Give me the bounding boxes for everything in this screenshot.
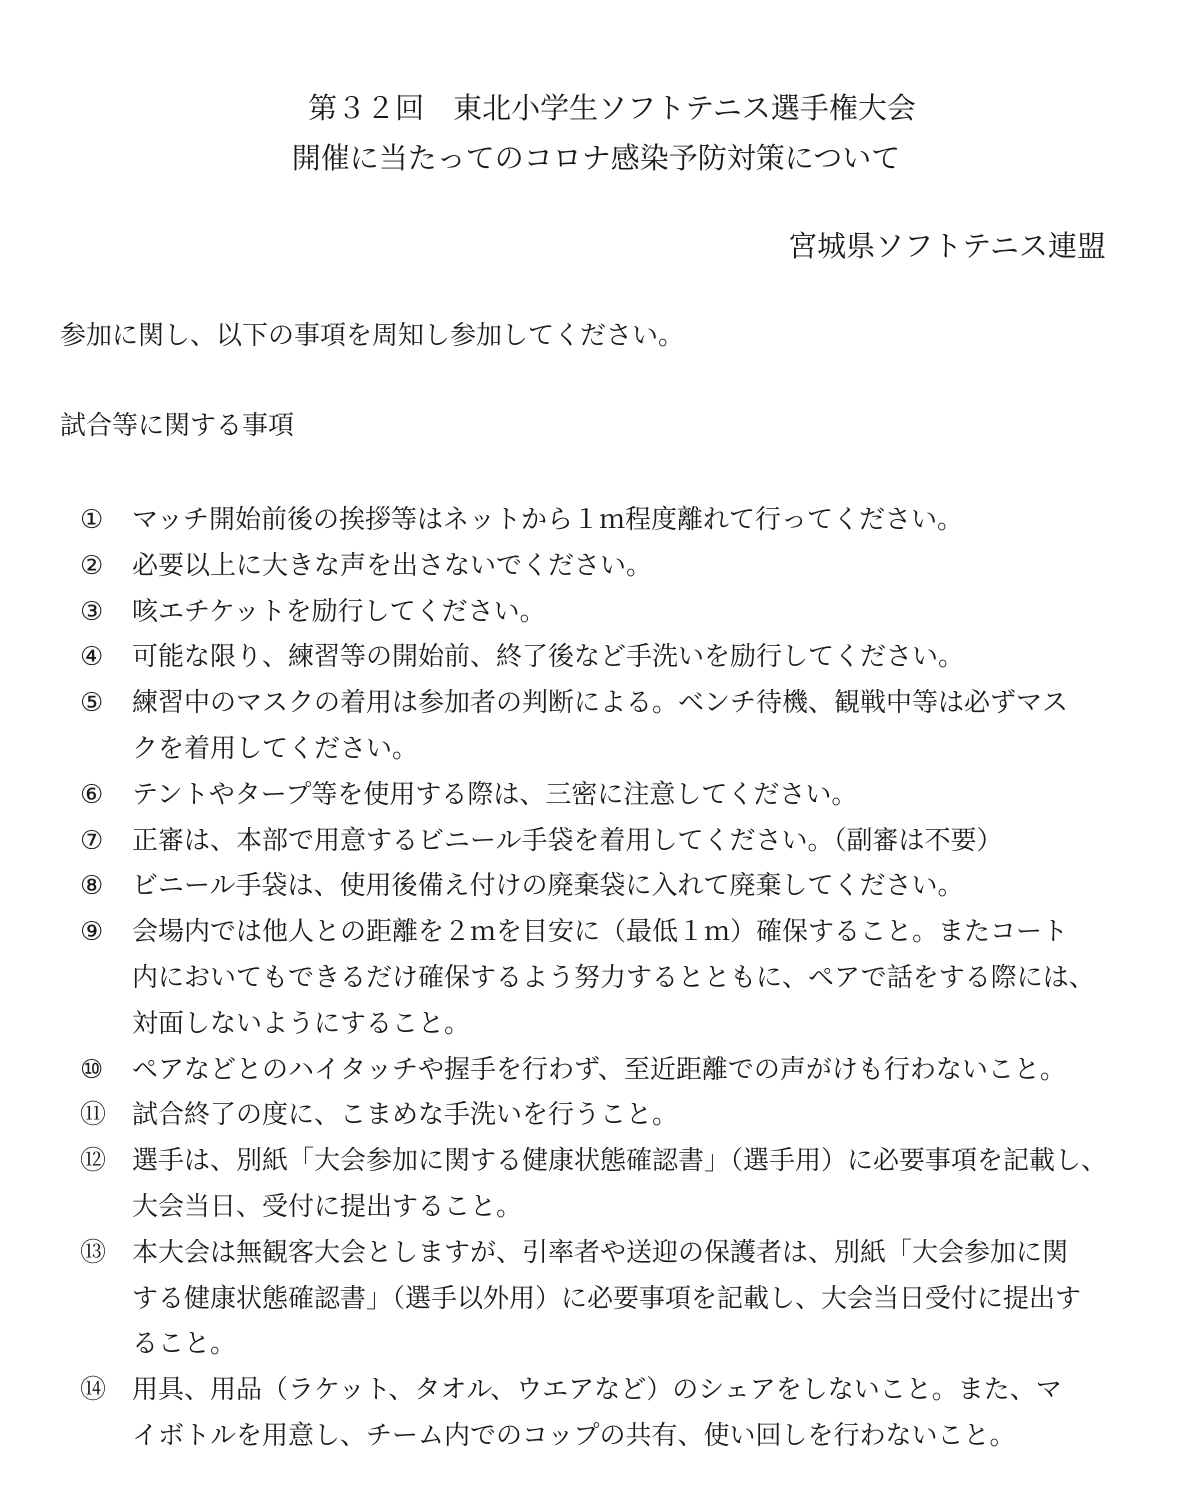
rule-item — [80, 1139, 1160, 1231]
rule-item-text: 練習中のマスクの着用は参加者の判断による。ベンチ待機、観戦中等は必ずマス — [132, 688, 1069, 719]
rule-item-text: 会場内では他人との距離を２ｍを目安に（最低１ｍ）確保すること。またコート — [132, 917, 1069, 948]
rule-item-text: 咳エチケットを励行してください。 — [132, 596, 546, 627]
rule-item-text: 必要以上に大きな声を出さないでください。 — [132, 550, 653, 581]
rule-item-number: ⑫ — [80, 1146, 107, 1177]
organization-name: 宮城県ソフトテニス連盟 — [788, 229, 1106, 263]
rule-item-text: ること。 — [132, 1329, 237, 1360]
section-heading: 試合等に関する事項 — [60, 411, 295, 441]
intro-text: 参加に関し、以下の事項を周知し参加してください。 — [60, 321, 685, 351]
rule-item-text: 大会当日、受付に提出すること。 — [132, 1191, 523, 1222]
rule-item-number: ⑬ — [80, 1237, 107, 1268]
rule-item — [80, 681, 1160, 773]
rule-item — [80, 864, 1160, 910]
rule-item-number: ⑪ — [80, 1100, 107, 1131]
document-title-line1: 第３２回 東北小学生ソフトテニス選手権大会 — [308, 91, 916, 125]
rule-item-text: 正審は、本部で用意するビニール手袋を着用してください。（副審は不要） — [132, 825, 1003, 856]
rule-item-text: 対面しないようにすること。 — [132, 1008, 471, 1039]
rule-item-text: 可能な限り、練習等の開始前、終了後など手洗いを励行してください。 — [132, 642, 965, 673]
rule-item-text: 内においてもできるだけ確保するよう努力するとともに、ペアで話をする際には、 — [132, 962, 1095, 993]
rule-item — [80, 1368, 1160, 1460]
rule-item-text: 本大会は無観客大会としますが、引率者や送迎の保護者は、別紙「大会参加に関 — [132, 1237, 1069, 1268]
rule-item — [80, 590, 1160, 636]
rule-item-number: ④ — [80, 642, 104, 673]
rule-item — [80, 819, 1160, 865]
rule-item — [80, 910, 1160, 1047]
rule-item-text: イボトルを用意し、チーム内でのコップの共有、使い回しを行わないこと。 — [132, 1420, 1016, 1451]
rule-item-number: ⑭ — [80, 1375, 107, 1406]
rule-item-number: ① — [80, 505, 104, 535]
rule-item-number: ③ — [80, 596, 104, 627]
rule-item — [80, 544, 1160, 590]
rule-item-text: ペアなどとのハイタッチや握手を行わず、至近距離での声がけも行わないこと。 — [132, 1054, 1066, 1085]
rule-item-number: ⑥ — [80, 779, 104, 810]
rule-item — [80, 498, 1160, 544]
rule-item-number: ⑨ — [80, 917, 104, 948]
rule-item-number: ⑦ — [80, 825, 104, 856]
rule-item — [80, 773, 1160, 819]
rule-item-number: ⑧ — [80, 871, 104, 902]
rule-item-number: ② — [80, 550, 104, 581]
rule-item — [80, 1231, 1160, 1368]
rule-item-text: する健康状態確認書」（選手以外用）に必要事項を記載し、大会当日受付に提出す — [132, 1283, 1082, 1314]
rules-list — [80, 498, 1160, 1460]
rule-item-text: 試合終了の度に、こまめな手洗いを行うこと。 — [132, 1100, 679, 1131]
document-title-line2: 開催に当たってのコロナ感染予防対策について — [291, 141, 901, 175]
rule-item-text: テントやタープ等を使用する際は、三密に注意してください。 — [132, 779, 858, 810]
rule-item-number: ⑤ — [80, 688, 104, 719]
rule-item-text: 選手は、別紙「大会参加に関する健康状態確認書」（選手用）に必要事項を記載し、 — [132, 1146, 1108, 1177]
rule-item-number: ⑩ — [80, 1054, 104, 1085]
rule-item-text: 用具、用品（ラケット、タオル、ウエアなど）のシェアをしないこと。また、マ — [132, 1375, 1062, 1406]
rule-item-text: クを着用してください。 — [132, 733, 419, 764]
rule-item — [80, 1093, 1160, 1139]
rule-item — [80, 635, 1160, 681]
rule-item-text: マッチ開始前後の挨拶等はネットから１ｍ程度離れて行ってください。 — [132, 505, 963, 535]
rule-item — [80, 1048, 1160, 1094]
rule-item-text: ビニール手袋は、使用後備え付けの廃棄袋に入れて廃棄してください。 — [132, 871, 964, 902]
